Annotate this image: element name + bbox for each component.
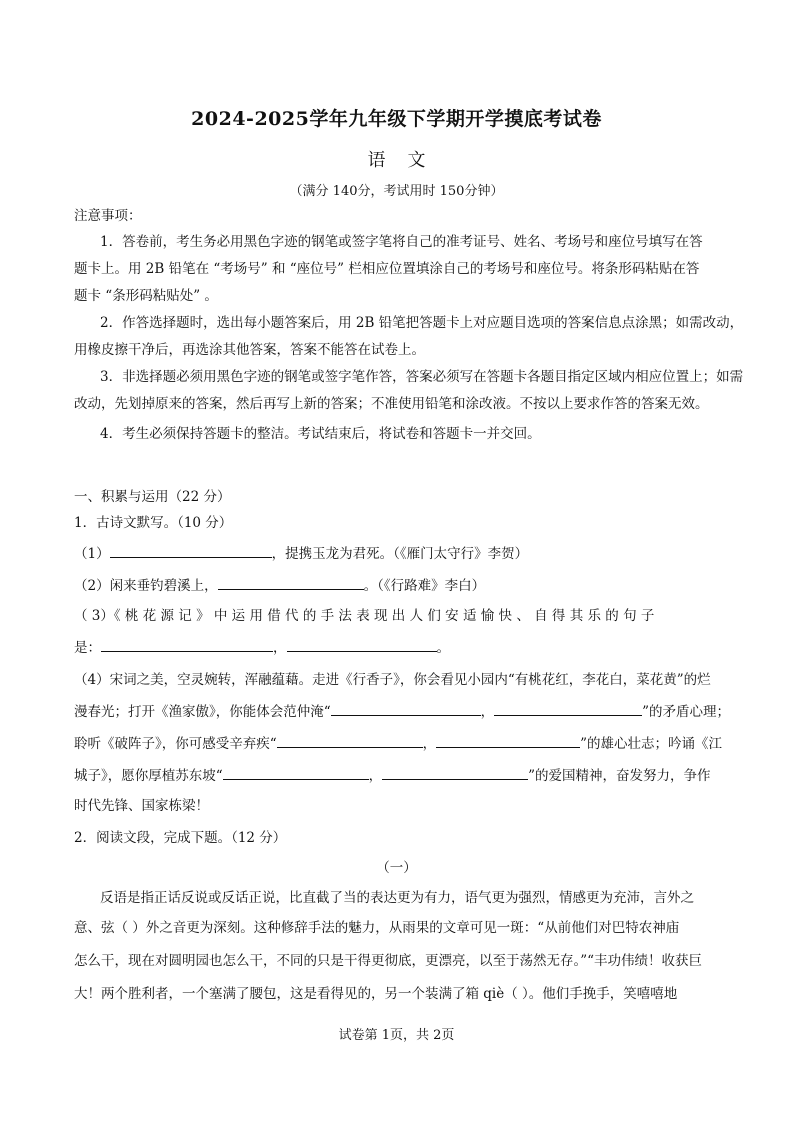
notice-line: 题卡上。用 2B 铅笔在 “考场号” 和 “座位号” 栏相应位置填涂自己的考场号和座位号。将条形码粘贴在答 — [74, 261, 700, 277]
question-item-3-answer — [74, 637, 450, 658]
notice-line: 改动，先划掉原来的答案，然后再写上新的答案；不准使用铅笔和涂改液。不按以上要求作答的答案无效。 — [74, 396, 709, 412]
question-item-4-line — [74, 733, 722, 754]
question-item-4-line — [74, 701, 730, 722]
item-prefix: （1） — [74, 546, 110, 562]
answer-blank[interactable] — [436, 733, 580, 748]
question-item-4-line: 时代先锋、国家栋梁！ — [74, 798, 209, 814]
item-prefix: 是： — [74, 640, 101, 656]
section-heading: 一、积累与运用（22 分） — [74, 489, 231, 505]
page-footer: 试卷第 1页，共 2页 — [338, 1028, 455, 1043]
notice-line: 用橡皮擦干净后，再选涂其他答案，答案不能答在试卷上。 — [74, 342, 425, 358]
notice-line: 2．作答选择题时，选出每小题答案后，用 2B 铅笔把答题卡上对应题目选项的答案信息点涂黑；如需改动， — [100, 315, 744, 331]
score-note: （满分 140分，考试用时 150分钟） — [289, 184, 504, 199]
item-mid: ， — [273, 640, 287, 656]
reading-paragraph-line: 怎么干，现在对圆明园也怎么干，不同的只是干得更彻底，更漂亮，以至于荡然无存。”“丰功伟绩！收获巨 — [74, 953, 703, 969]
notice-line: 题卡 “条形码粘贴处” 。 — [74, 288, 218, 304]
reading-part-heading: （一） — [376, 860, 417, 876]
answer-blank[interactable] — [218, 575, 364, 590]
item-suffix: 。（《行路难》李白） — [363, 578, 486, 594]
subject-heading: 语文 — [367, 150, 448, 171]
question-item-2 — [74, 575, 485, 596]
question-item-4-line: （4）宋词之美，空灵婉转，浑融蕴藉。走进《行香子》，你会看见小园内“有桃花红，李花白，菜花黄”的烂 — [74, 672, 711, 688]
item-text: ”的矛盾心理； — [642, 704, 731, 720]
item-prefix: （2）闲来垂钓碧溪上， — [74, 578, 218, 594]
item-suffix: 。 — [436, 640, 450, 656]
reading-paragraph-line: 意、弦（ ）外之音更为深刻。这种修辞手法的魅力，从雨果的文章可见一斑：“从前他们对巴特农神庙 — [74, 920, 680, 936]
item-text: 漫春光；打开《渔家傲》，你能体会范仲淹“ — [74, 704, 331, 720]
item-text: 城子》，愿你厚植苏东坡“ — [74, 768, 223, 784]
notice-heading: 注意事项： — [74, 208, 142, 224]
item-text: ”的雄心壮志；吟诵《江 — [580, 736, 723, 752]
item-text: ， — [368, 768, 383, 784]
item-text: ， — [422, 736, 437, 752]
answer-blank[interactable] — [494, 701, 642, 716]
notice-line: 3．非选择题必须用黑色字迹的钢笔或签字笔作答，答案必须写在答题卡各题目指定区域内相应位置上；如需 — [100, 369, 744, 385]
answer-blank[interactable] — [277, 733, 423, 748]
question-label: 1．古诗文默写。（10 分） — [74, 515, 233, 531]
answer-blank[interactable] — [110, 543, 272, 558]
question-item-4-line — [74, 765, 711, 786]
notice-line: 1．答卷前，考生务必用黑色字迹的钢笔或签字笔将自己的准考证号、姓名、考场号和座位号填写在答 — [100, 234, 703, 250]
notice-line: 4．考生必须保持答题卡的整洁。考试结束后，将试卷和答题卡一并交回。 — [100, 426, 541, 442]
reading-paragraph-line: 反语是指正话反说或反话正说，比直截了当的表达更为有力，语气更为强烈，情感更为充沛，言外之 — [100, 890, 694, 906]
item-text: ”的爱国精神，奋发努力，争作 — [528, 768, 711, 784]
answer-blank[interactable] — [101, 637, 273, 652]
question-item-3-line: （ 3）《 桃 花 源 记 》 中 运 用 借 代 的 手 法 表 现 出 人 们 安 适 愉 快 、 自 得 其 乐 的 句 子 — [74, 608, 655, 624]
answer-blank[interactable] — [331, 701, 481, 716]
answer-blank[interactable] — [223, 765, 369, 780]
question-label: 2．阅读文段，完成下题。（12 分） — [74, 830, 287, 846]
answer-blank[interactable] — [287, 637, 437, 652]
item-text: ， — [480, 704, 495, 720]
item-suffix: ，提携玉龙为君死。（《雁门太守行》李贺） — [271, 546, 529, 562]
question-item-1 — [74, 543, 528, 564]
reading-paragraph-line: 大！两个胜利者，一个塞满了腰包，这是看得见的，另一个装满了箱 qiè（ ）。他们手挽手，笑嘻嘻地 — [74, 986, 678, 1002]
answer-blank[interactable] — [382, 765, 528, 780]
exam-title: 2024-2025学年九年级下学期开学摸底考试卷 — [191, 108, 602, 130]
item-text: 聆听《破阵子》，你可感受辛弃疾“ — [74, 736, 277, 752]
